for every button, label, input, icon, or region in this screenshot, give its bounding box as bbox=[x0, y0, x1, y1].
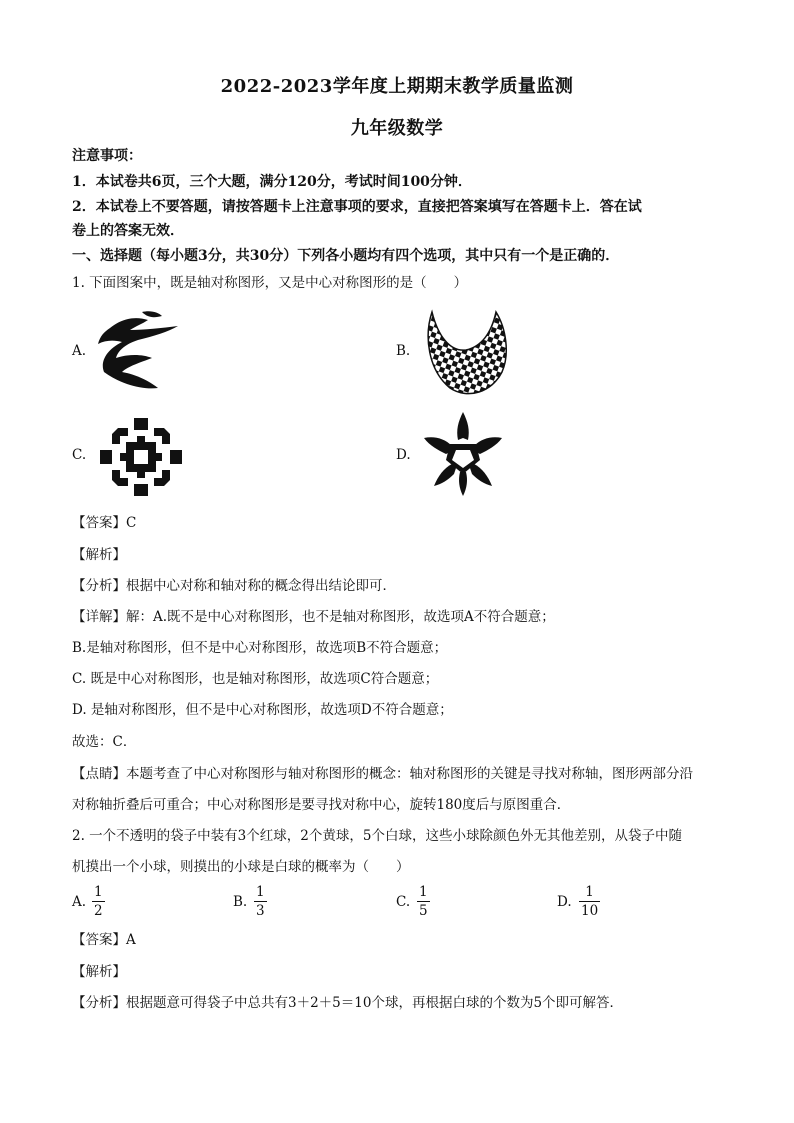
q2-analysis: 【分析】根据题意可得袋子中总共有3＋2＋5＝10个球，再根据白球的个数为5个即可解答． bbox=[72, 995, 624, 1011]
fraction-numerator: 1 bbox=[256, 884, 265, 900]
q1-comment-1: 【点睛】本题考查了中心对称图形与轴对称图形的概念：轴对称图形的关键是寻找对称轴，图形两部分沿 bbox=[72, 766, 693, 782]
q1-stem: 1. 下面图案中，既是轴对称图形，又是中心对称图形的是（ ） bbox=[72, 275, 468, 291]
q1-analysis: 【分析】根据中心对称和轴对称的概念得出结论即可． bbox=[72, 578, 396, 594]
q1-answer: 【答案】C bbox=[72, 515, 137, 531]
q1-option-b-label: B. bbox=[396, 343, 411, 359]
star-flower-emblem-icon bbox=[420, 408, 506, 500]
q1-detail-2: B.是轴对称图形，但不是中心对称图形，故选项B不符合题意； bbox=[72, 640, 448, 656]
q1-detail-3: C. 既是中心对称图形，也是轴对称图形，故选项C符合题意； bbox=[72, 671, 439, 687]
q2-stem-1: 2. 一个不透明的袋子中装有3个红球，2个黄球，5个白球，这些小球除颜色外无其他差别，从袋子中随 bbox=[72, 828, 682, 844]
section-1-heading: 一、选择题（每小题3分，共30分）下列各小题均有四个选项，其中只有一个是正确的． bbox=[72, 248, 620, 264]
fraction-denominator: 5 bbox=[419, 903, 428, 919]
brush-stroke-emblem-icon bbox=[92, 310, 184, 394]
q1-option-c-label: C. bbox=[72, 447, 87, 463]
q1-option-a-label: A. bbox=[72, 343, 87, 359]
q1-analysis-tag: 【解析】 bbox=[72, 547, 126, 563]
q1-choose: 故选：C． bbox=[72, 734, 137, 750]
q2-option-b-fraction bbox=[254, 884, 267, 919]
notes-heading: 注意事项： bbox=[72, 148, 142, 164]
fraction-numerator: 1 bbox=[585, 884, 594, 900]
q2-analysis-tag: 【解析】 bbox=[72, 964, 126, 980]
q2-option-b-label: B. bbox=[233, 894, 248, 910]
fraction-denominator: 2 bbox=[94, 903, 103, 919]
snowflake-square-emblem-icon bbox=[96, 414, 186, 500]
q1-comment-2: 对称轴折叠后可重合；中心对称图形是要寻找对称中心，旋转180度后与原图重合． bbox=[72, 797, 571, 813]
q2-option-a-label: A. bbox=[72, 894, 87, 910]
notes-item-2a: 2．本试卷上不要答题，请按答题卡上注意事项的要求，直接把答案填写在答题卡上．答在试 bbox=[72, 199, 642, 215]
exam-title: 2022-2023学年度上期期末教学质量监测 bbox=[220, 76, 574, 97]
fraction-denominator: 3 bbox=[256, 903, 265, 919]
notes-item-2b: 卷上的答案无效． bbox=[72, 223, 184, 239]
fraction-numerator: 1 bbox=[419, 884, 428, 900]
fraction-denominator: 10 bbox=[581, 903, 599, 919]
notes-item-1: 1．本试卷共6页，三个大题，满分120分，考试时间100分钟． bbox=[72, 174, 472, 190]
q1-detail-4: D. 是轴对称图形，但不是中心对称图形，故选项D不符合题意； bbox=[72, 702, 453, 718]
checkered-crescent-emblem-icon bbox=[420, 306, 508, 398]
q1-detail-1: 【详解】解：A.既不是中心对称图形，也不是轴对称图形，故选项A不符合题意； bbox=[72, 609, 555, 625]
q2-option-a-fraction bbox=[92, 884, 105, 919]
fraction-numerator: 1 bbox=[94, 884, 103, 900]
q2-option-d-label: D. bbox=[557, 894, 572, 910]
q1-option-d-label: D. bbox=[396, 447, 411, 463]
q2-answer: 【答案】A bbox=[72, 932, 136, 948]
exam-subtitle: 九年级数学 bbox=[350, 118, 444, 139]
q2-stem-2: 机摸出一个小球，则摸出的小球是白球的概率为（ ） bbox=[72, 859, 410, 875]
q2-option-c-fraction bbox=[417, 884, 430, 919]
q2-option-d-fraction bbox=[579, 884, 600, 919]
q2-option-c-label: C. bbox=[396, 894, 411, 910]
